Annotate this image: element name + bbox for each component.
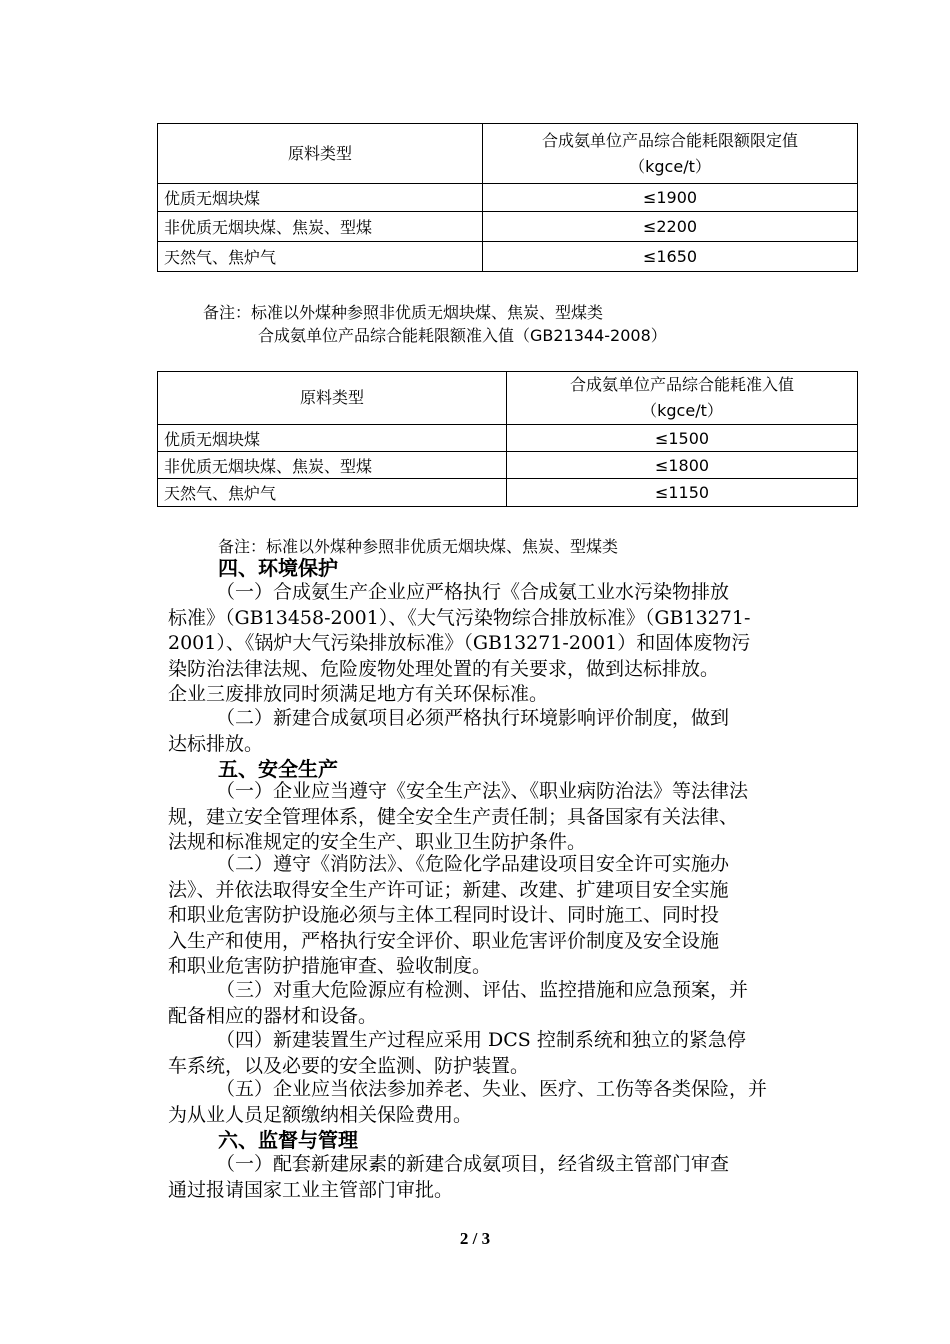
table-row: 优质无烟块煤 ≤1900 <box>158 184 858 212</box>
paragraph: （一）企业应当遵守《安全生产法》、《职业病防治法》等法律法 规，建立安全管理体系，健全安全生产责任制；具备国家有关法律、 法规和标准规定的安全生产、职业卫生防护条件。 <box>168 780 749 853</box>
table-row: 非优质无烟块煤、焦炭、型煤 ≤1800 <box>158 452 858 479</box>
header-energy-limit: 合成氨单位产品综合能耗限额限定值 （kgce/t） <box>483 124 858 184</box>
paragraph: （二）遵守《消防法》、《危险化学品建设项目安全许可实施办 法》、并依法取得安全生产许可证；新建、改建、扩建项目安全实施 和职业危害防护设施必须与主体工程同时设计、同时施工、同时投 入生产和使用，严格执行安全评价、职业危害评价制度及安全设施 和职业危害防护措施审查、验收制度。 <box>168 853 730 977</box>
table-row: 天然气、焦炉气 ≤1150 <box>158 479 858 507</box>
section-heading-supervision: 六、监督与管理 <box>218 1128 358 1152</box>
header-raw-material: 原料类型 <box>158 124 483 184</box>
page-number: 2 / 3 <box>459 1229 491 1248</box>
energy-access-table <box>157 371 858 507</box>
header-raw-material: 原料类型 <box>158 372 507 425</box>
table-row: 天然气、焦炉气 ≤1650 <box>158 242 858 272</box>
table-header-row <box>158 124 858 184</box>
table2-note: 备注：标准以外煤种参照非优质无烟块煤、焦炭、型煤类 <box>218 537 619 556</box>
section-heading-safety: 五、安全生产 <box>218 757 338 781</box>
paragraph: （三）对重大危险源应有检测、评估、监控措施和应急预案，并 配备相应的器材和设备。 <box>168 979 749 1027</box>
table2-caption: 合成氨单位产品综合能耗限额准入值（GB21344-2008） <box>258 326 667 345</box>
table-row: 非优质无烟块煤、焦炭、型煤 ≤2200 <box>158 212 858 242</box>
table-row: 优质无烟块煤 ≤1500 <box>158 425 858 452</box>
paragraph: （五）企业应当依法参加养老、失业、医疗、工伤等各类保险，并 为从业人员足额缴纳相关保险费用。 <box>168 1078 768 1126</box>
paragraph: （四）新建装置生产过程应采用 DCS 控制系统和独立的紧急停 车系统，以及必要的安全监测、防护装置。 <box>168 1029 746 1077</box>
header-energy-access: 合成氨单位产品综合能耗准入值 （kgce/t） <box>507 372 858 425</box>
energy-limit-table <box>157 123 858 272</box>
paragraph: （一）合成氨生产企业应严格执行《合成氨工业水污染物排放 标准》（GB13458-2001）、《大气污染物综合排放标准》（GB13271- 2001）、《锅炉大气污染排放标准》（GB13271-2001）和固体废物污 染防治法律法规、危险废物处理处置的有关要求，做到达标排放。 企业三废排放同时须满足地方有关环保标准。 <box>168 581 751 705</box>
paragraph: （一）配套新建尿素的新建合成氨项目，经省级主管部门审查 通过报请国家工业主管部门审批。 <box>168 1153 730 1201</box>
section-heading-environment: 四、环境保护 <box>218 556 338 580</box>
table-header-row <box>158 372 858 425</box>
table1-note: 备注：标准以外煤种参照非优质无烟块煤、焦炭、型煤类 <box>203 303 604 322</box>
paragraph: （二）新建合成氨项目必须严格执行环境影响评价制度，做到 达标排放。 <box>168 707 730 755</box>
